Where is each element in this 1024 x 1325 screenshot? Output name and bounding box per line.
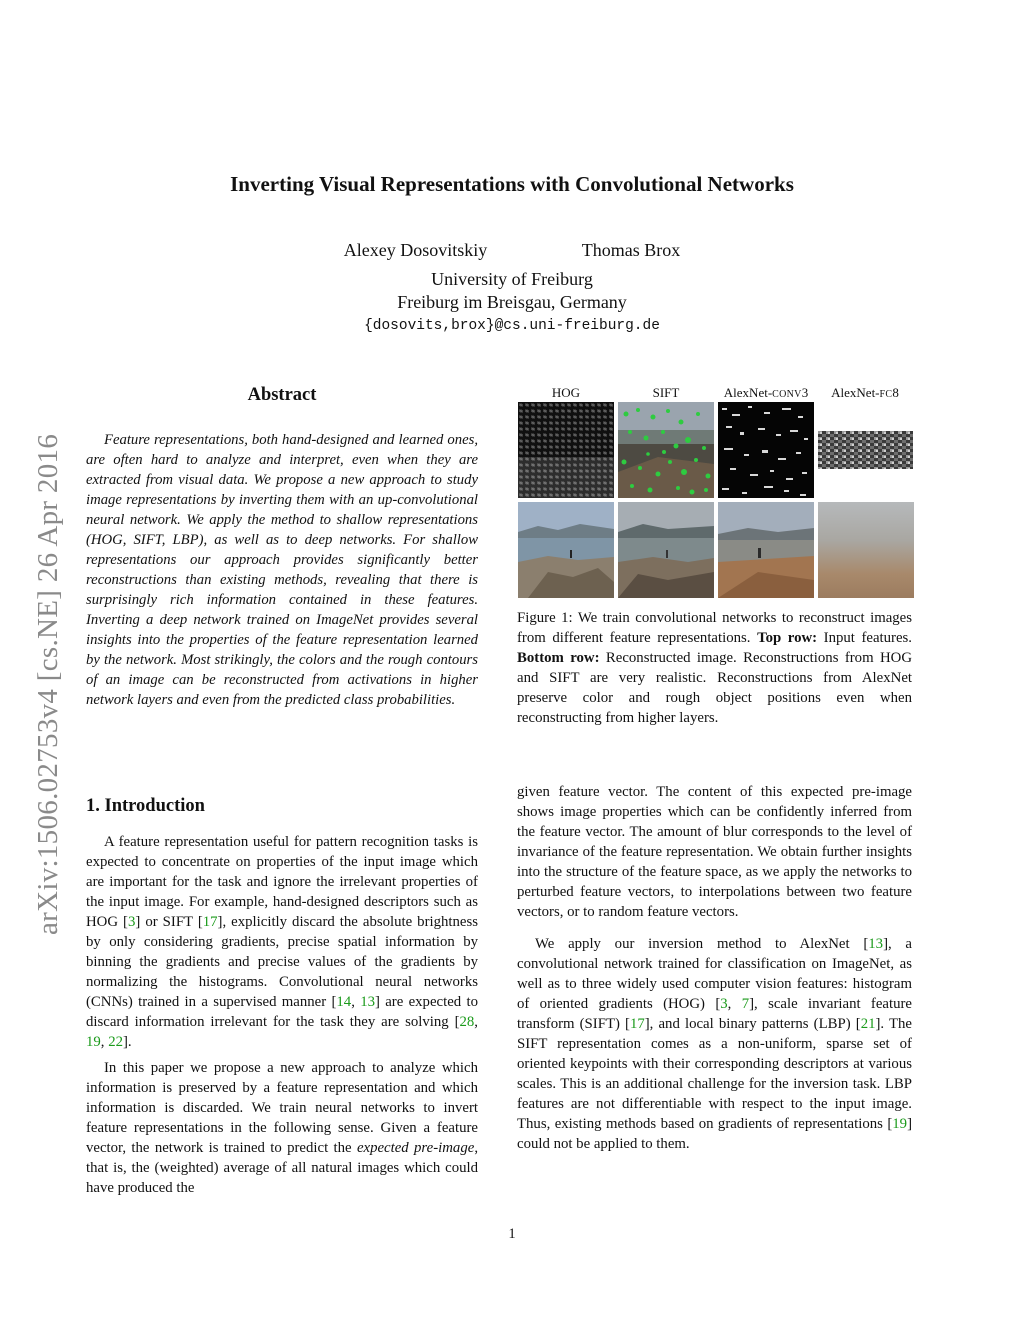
author-name: Thomas Brox <box>581 240 681 260</box>
left-column-body <box>86 832 478 1198</box>
figure-1-caption: Figure 1: We train convolutional networks to reconstruct images from different feature representations. Top row: Input features. Bottom row: Reconstructed image. Reconstructions from HOG and SIFT are very realistic. Reconstructions from AlexNet preserve color and rough object positions even when reconstructing from higher layers. <box>517 610 913 726</box>
intro-paragraph-3: We apply our inversion method to AlexNet [13], a convolutional network trained for classification on ImageNet, as well as to three widely used computer vision features: histogram of oriented gradients (HOG) [3, 7], scale invariant feature transform (SIFT) [17], and local binary patterns (LBP) [21]. The SIFT representation comes as a non-uniform, sparse set of oriented keypoints with their corresponding descriptors at various scales. This is an additional challenge for the inversion task. LBP features are not differentiable with respect to the input image. Thus, existing methods based on gradients of representations [19] could not be applied to them. <box>517 936 912 1152</box>
affiliation-location: Freiburg im Breisgau, Germany <box>397 292 627 312</box>
citation-link[interactable]: 28 <box>459 1014 475 1030</box>
author-name: Alexey Dosovitskiy <box>343 240 488 260</box>
citation-link[interactable]: 13 <box>868 936 884 952</box>
citation-link[interactable]: 19 <box>86 1034 101 1050</box>
citation-link[interactable]: 21 <box>860 1016 876 1032</box>
label-alexnet-fc8: AlexNet-FC8 <box>831 385 899 400</box>
hog-reconstruction-image <box>518 502 614 598</box>
paper-title: Inverting Visual Representations with Convolutional Networks <box>230 172 794 196</box>
affiliation-university: University of Freiburg <box>431 269 593 289</box>
label-hog: HOG <box>551 385 581 400</box>
hog-feature-image <box>518 402 614 498</box>
citation-link[interactable]: 19 <box>892 1116 908 1132</box>
citation-link[interactable]: 17 <box>202 914 218 930</box>
arxiv-stamp: arXiv:1506.02753v4 [cs.NE] 26 Apr 2016 <box>32 433 64 935</box>
alexnet-fc8-reconstruction-image <box>818 502 914 598</box>
alexnet-fc8-feature-image <box>818 431 913 469</box>
alexnet-conv3-reconstruction-image <box>718 502 814 598</box>
abstract-heading: Abstract <box>247 385 317 405</box>
citation-link[interactable]: 13 <box>360 994 375 1010</box>
author-list <box>0 240 1024 261</box>
citation-link[interactable]: 22 <box>108 1034 123 1050</box>
sift-feature-image <box>618 402 714 498</box>
sift-reconstruction-image <box>618 502 714 598</box>
citation-link[interactable]: 14 <box>336 994 352 1010</box>
alexnet-conv3-feature-image <box>718 402 814 498</box>
section-heading-introduction: 1. Introduction <box>86 796 205 816</box>
label-alexnet-conv3: AlexNet-CONV3 <box>723 385 809 400</box>
page-number: 1 <box>508 1226 516 1242</box>
citation-link[interactable]: 7 <box>741 996 750 1012</box>
citation-link[interactable]: 3 <box>720 996 728 1012</box>
abstract-text: Feature representations, both hand-designed and learned ones, are often hard to analyze and interpret, even when they are extracted from visual data. We propose a new approach to study image representations by inverting them with an up-convolutional neural network. We apply the method to shallow representations (HOG, SIFT, LBP), as well as to deep networks. For shallow representations our approach provides significantly better reconstructions than existing methods, revealing that there is surprisingly rich information contained in these features. Inverting a deep network trained on ImageNet provides several insights into the properties of the feature representation learned by the network. Most strikingly, the colors and the rough contours of an image can be reconstructed from activations in higher network layers and even from the predicted class probabilities. <box>86 432 478 708</box>
intro-paragraph-continued: given feature vector. The content of this expected pre-image shows image properties which can be confidently inferred from the feature vector. The amount of blur corresponds to the level of invariance of the feature representation. We obtain further insights into the structure of the feature space, as we apply the networks to perturbed feature vectors, to interpolations between two feature vectors, or to random feature vectors. <box>517 784 912 920</box>
label-sift: SIFT <box>652 385 680 400</box>
author-email: {dosovits,brox}@cs.uni-freiburg.de <box>364 318 660 334</box>
intro-paragraph-2: In this paper we propose a new approach to analyze which information is preserved by a feature representation and which information is discarded. We train neural networks to invert feature representations in the following sense. Given a feature vector, the network is trained to predict the expected pre-image, that is, the (weighted) average of all natural images which could have produced the <box>86 1060 479 1196</box>
citation-link[interactable]: 3 <box>128 914 136 930</box>
intro-paragraph-1: A feature representation useful for pattern recognition tasks is expected to concentrate on properties of the input image which are important for the task and ignore the irrelevant properties of the input image. For example, hand-designed descriptors such as HOG [3] or SIFT [17], explicitly discard the absolute brightness by only considering gradients, precise spatial information by binning the gradients and precise values of the gradients by normalizing the histograms. Convolutional neural networks (CNNs) trained in a supervised manner [14, 13] are expected to discard information irrelevant for the task they are solving [28, 19, 22]. <box>86 834 479 1050</box>
citation-link[interactable]: 17 <box>629 1016 645 1032</box>
right-column-body <box>517 782 912 1154</box>
